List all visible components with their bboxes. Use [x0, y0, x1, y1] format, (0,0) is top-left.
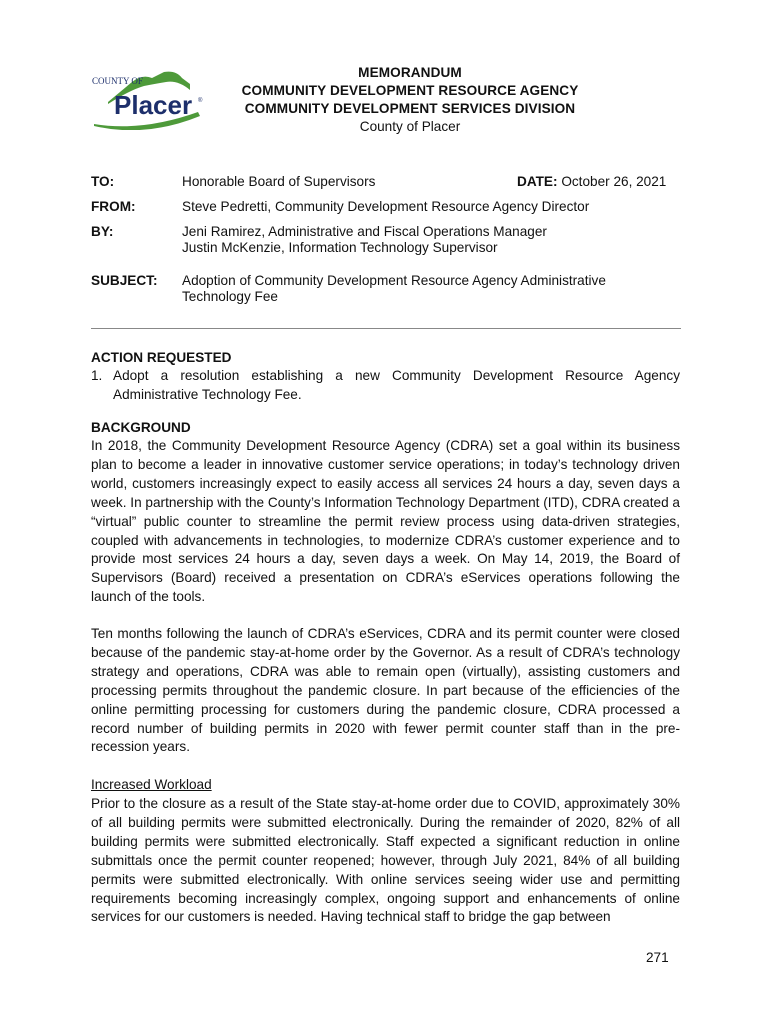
background-paragraph-2: Ten months following the launch of CDRA’s eServices, CDRA and its permit counter were closed because of the pandemic stay-at-home order by the Governor. As a result of CDRA’s technology strategy and operations, CDRA was able to remain open (virtually), assisting customers and processing permits throughout the pandemic closure. In part because of the efficiencies of the online permitting processing for customers during the pandemic closure, CDRA processed a record number of building permits in 2020 with fewer permit counter staff than in the pre-recession years.	[91, 626, 680, 755]
page-number: 271	[646, 950, 669, 965]
by-value-line2: Justin McKenzie, Information Technology Supervisor	[182, 240, 498, 255]
increased-workload-heading: Increased Workload	[91, 777, 212, 792]
agency-name: COMMUNITY DEVELOPMENT RESOURCE AGENCY	[241, 83, 579, 98]
by-value-line1: Jeni Ramirez, Administrative and Fiscal Operations Manager	[182, 224, 547, 239]
workload-paragraph: Prior to the closure as a result of the State stay-at-home order due to COVID, approximately 30% of all building permits were submitted electronically. During the remainder of 2020, 82% of all building permits were submitted electronically. Staff expected a significant reduction in online submittals once the permit counter reopened; however, through July 2021, 84% of all building permits were submitted electronically. With online services seeing wider use and permitting requirements becoming increasingly complex, ongoing support and enhancements of online services for our customers is needed. Having technical staff to bridge the gap between	[91, 796, 680, 925]
county-of-placer-logo	[86, 68, 208, 130]
divider	[91, 328, 681, 329]
memo-header	[215, 64, 605, 136]
from-label: FROM:	[91, 199, 136, 214]
to-label: TO:	[91, 174, 115, 189]
division-name: COMMUNITY DEVELOPMENT SERVICES DIVISION	[244, 101, 576, 116]
subject-value-line2: Technology Fee	[182, 289, 278, 304]
date-value: October 26, 2021	[561, 174, 667, 189]
memo-title: MEMORANDUM	[358, 65, 462, 80]
action-requested-heading: ACTION REQUESTED	[91, 350, 232, 365]
logo-placer: Placer	[114, 90, 193, 120]
logo-county-of: COUNTY OF	[92, 76, 143, 86]
by-label: BY:	[91, 224, 114, 239]
subject-value-line1: Adoption of Community Development Resource Agency Administrative	[182, 273, 606, 288]
to-value: Honorable Board of Supervisors	[182, 174, 376, 189]
date-label: DATE:	[517, 174, 558, 189]
subject-label: SUBJECT:	[91, 273, 158, 288]
action-item-number: 1.	[91, 368, 103, 383]
logo-registered-mark: ®	[198, 98, 203, 104]
background-heading: BACKGROUND	[91, 420, 191, 435]
from-value: Steve Pedretti, Community Development Resource Agency Director	[182, 199, 590, 214]
date-field	[517, 174, 666, 190]
action-item-text: Adopt a resolution establishing a new Community Development Resource Agency Administrative Technology Fee.	[113, 368, 680, 402]
action-item	[91, 367, 680, 405]
county-name: County of Placer	[359, 119, 461, 134]
background-paragraph-1: In 2018, the Community Development Resource Agency (CDRA) set a goal within its business plan to become a leader in innovative customer service operations; in today’s technology driven world, customers increasingly expect to easily access all services 24 hours a day, seven days a week. In partnership with the County’s Information Technology Department (ITD), CDRA created a “virtual” public counter to streamline the permit review process using data-driven strategies, coupled with advancements in technologies, to modernize CDRA’s customer experience and to provide most services 24 hours a day, seven days a week. On May 14, 2019, the Board of Supervisors (Board) received a presentation on CDRA’s eServices operations following the launch of the tools.	[91, 438, 680, 605]
